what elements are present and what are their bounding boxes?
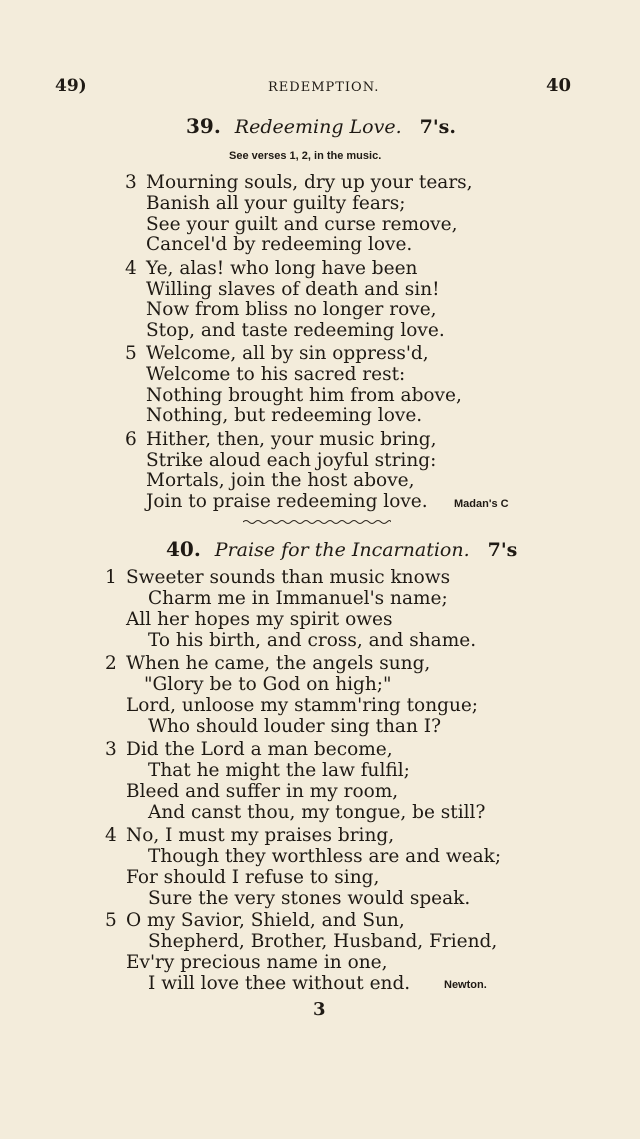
hymn-line: And canst thou, my tongue, be still? — [148, 802, 486, 823]
hymn-line: Though they worthless are and weak; — [148, 846, 502, 867]
hymn-40-author: Newton. — [444, 979, 487, 991]
header-left-mark: 49) — [55, 76, 87, 96]
hymn-40-heading — [166, 537, 517, 561]
page-number: 40 — [546, 75, 572, 96]
verse-number: 4 — [105, 825, 117, 846]
hymn-line: Nothing brought him from above, — [146, 385, 462, 406]
hymn-line: Nothing, but redeeming love. — [146, 405, 423, 426]
verse-number: 5 — [105, 910, 117, 931]
hymn-39-heading — [186, 114, 456, 138]
hymn-line: Shepherd, Brother, Husband, Friend, — [148, 931, 498, 952]
hymn-line: Banish all your guilty fears; — [146, 193, 406, 214]
verse-number: 3 — [105, 739, 117, 760]
hymn-40-number: 40. — [166, 537, 201, 561]
hymn-line: Sweeter sounds than music knows — [126, 567, 451, 588]
verse-number: 3 — [125, 172, 137, 193]
hymn-40-meter: 7's — [487, 539, 518, 561]
hymn-line: Lord, unloose my stamm'ring tongue; — [126, 695, 479, 716]
hymn-line: I will love thee without end. — [148, 973, 411, 994]
hymn-line: Now from bliss no longer rove, — [146, 299, 437, 320]
hymn-line: That he might the law fulfil; — [148, 760, 410, 781]
hymn-line: "Glory be to God on high;" — [144, 674, 392, 695]
hymn-39-meter: 7's. — [419, 116, 456, 138]
verse-number: 4 — [125, 258, 137, 279]
hymn-line: Hither, then, your music bring, — [146, 429, 437, 450]
hymn-39-title: Redeeming Love. — [234, 116, 402, 138]
hymn-line: Did the Lord a man become, — [126, 739, 393, 760]
hymn-39-note: See verses 1, 2, in the music. — [229, 150, 382, 162]
hymn-line: All her hopes my spirit owes — [126, 609, 393, 630]
hymn-line: Cancel'd by redeeming love. — [146, 234, 413, 255]
hymn-line: Bleed and suffer in my room, — [126, 781, 399, 802]
verse-number: 1 — [105, 567, 117, 588]
verse-number: 2 — [105, 653, 117, 674]
hymn-line: Willing slaves of death and sin! — [146, 279, 440, 300]
hymn-line: For should I refuse to sing, — [126, 867, 380, 888]
hymn-line: Who should louder sing than I? — [148, 716, 441, 737]
hymn-line: Mourning souls, dry up your tears, — [146, 172, 473, 193]
hymn-line: Welcome to his sacred rest: — [146, 364, 406, 385]
hymn-line: Ye, alas! who long have been — [146, 258, 418, 279]
hymn-line: Stop, and taste redeeming love. — [146, 320, 445, 341]
wavy-divider — [243, 518, 391, 526]
hymn-line: Join to praise redeeming love. — [146, 491, 428, 512]
hymn-line: O my Savior, Shield, and Sun, — [126, 910, 405, 931]
verse-number: 6 — [125, 429, 137, 450]
folio-number: 3 — [313, 999, 326, 1020]
hymn-line: Welcome, all by sin oppress'd, — [146, 343, 429, 364]
hymn-line: To his birth, and cross, and shame. — [148, 630, 477, 651]
hymn-39-author: Madan's C — [454, 498, 509, 510]
hymn-line: See your guilt and curse remove, — [146, 214, 458, 235]
hymn-line: When he came, the angels sung, — [126, 653, 431, 674]
running-title: REDEMPTION. — [268, 80, 380, 95]
hymn-40-title: Praise for the Incarnation. — [214, 539, 470, 561]
hymn-line: Charm me in Immanuel's name; — [148, 588, 448, 609]
hymn-line: Strike aloud each joyful string: — [146, 450, 437, 471]
hymn-line: No, I must my praises bring, — [126, 825, 395, 846]
hymn-39-number: 39. — [186, 114, 221, 138]
hymn-line: Sure the very stones would speak. — [148, 888, 471, 909]
hymn-line: Mortals, join the host above, — [146, 470, 415, 491]
verse-number: 5 — [125, 343, 137, 364]
hymn-line: Ev'ry precious name in one, — [126, 952, 388, 973]
